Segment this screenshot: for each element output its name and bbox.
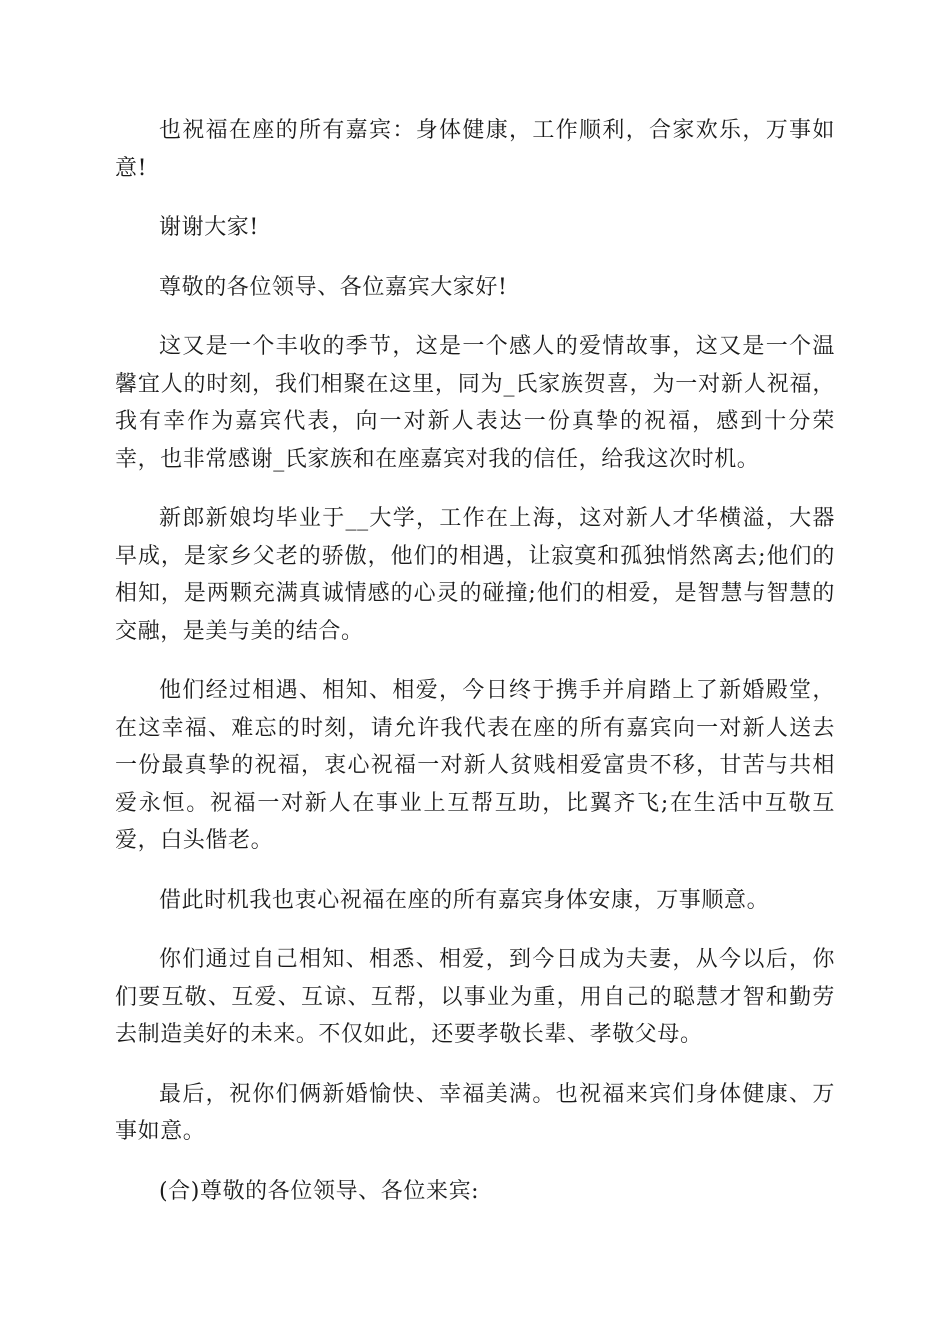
document-body	[115, 112, 835, 1232]
paragraph-wedding-blessing: 他们经过相遇、相知、相爱，今日终于携手并肩踏上了新婚殿堂，在这幸福、难忘的时刻，请允许我代表在座的所有嘉宾向一对新人送去一份最真挚的祝福，衷心祝福一对新人贫贱相爱富贵不移，甘苦与共相爱永恒。祝福一对新人在事业上互帮互助，比翼齐飞;在生活中互敬互爱，白头偕老。	[115, 678, 835, 853]
paragraph-thanks: 谢谢大家!	[159, 215, 259, 240]
paragraph-harvest-season: 这又是一个丰收的季节，这是一个感人的爱情故事，这又是一个温馨宜人的时刻，我们相聚在这里，同为_氏家族贺喜，为一对新人祝福，我有幸作为嘉宾代表，向一对新人表达一份真挚的祝福，感到十分荣幸，也非常感谢_氏家族和在座嘉宾对我的信任，给我这次时机。	[115, 334, 835, 472]
paragraph-guests-wish: 借此时机我也衷心祝福在座的所有嘉宾身体安康，万事顺意。	[159, 887, 770, 913]
paragraph-next-speech-opening: (合)尊敬的各位领导、各位来宾:	[159, 1178, 480, 1204]
paragraph-couple-intro: 新郎新娘均毕业于__大学，工作在上海，这对新人才华横溢，大器早成，是家乡父老的骄傲，他们的相遇，让寂寞和孤独悄然离去;他们的相知，是两颗充满真诚情感的心灵的碰撞;他们的相爱，是智慧与智慧的交融，是美与美的结合。	[115, 506, 835, 644]
paragraph-greeting: 尊敬的各位领导、各位嘉宾大家好!	[159, 274, 508, 300]
paragraph-advice: 你们通过自己相知、相悉、相爱，到今日成为夫妻，从今以后，你们要互敬、互爱、互谅、互帮，以事业为重，用自己的聪慧才智和勤劳去制造美好的未来。不仅如此，还要孝敬长辈、孝敬父母。	[115, 947, 835, 1047]
paragraph-final-wish: 最后，祝你们俩新婚愉快、幸福美满。也祝福来宾们身体健康、万事如意。	[115, 1081, 835, 1144]
paragraph-blessing-all-guests: 也祝福在座的所有嘉宾：身体健康，工作顺利，合家欢乐，万事如意!	[115, 118, 835, 181]
